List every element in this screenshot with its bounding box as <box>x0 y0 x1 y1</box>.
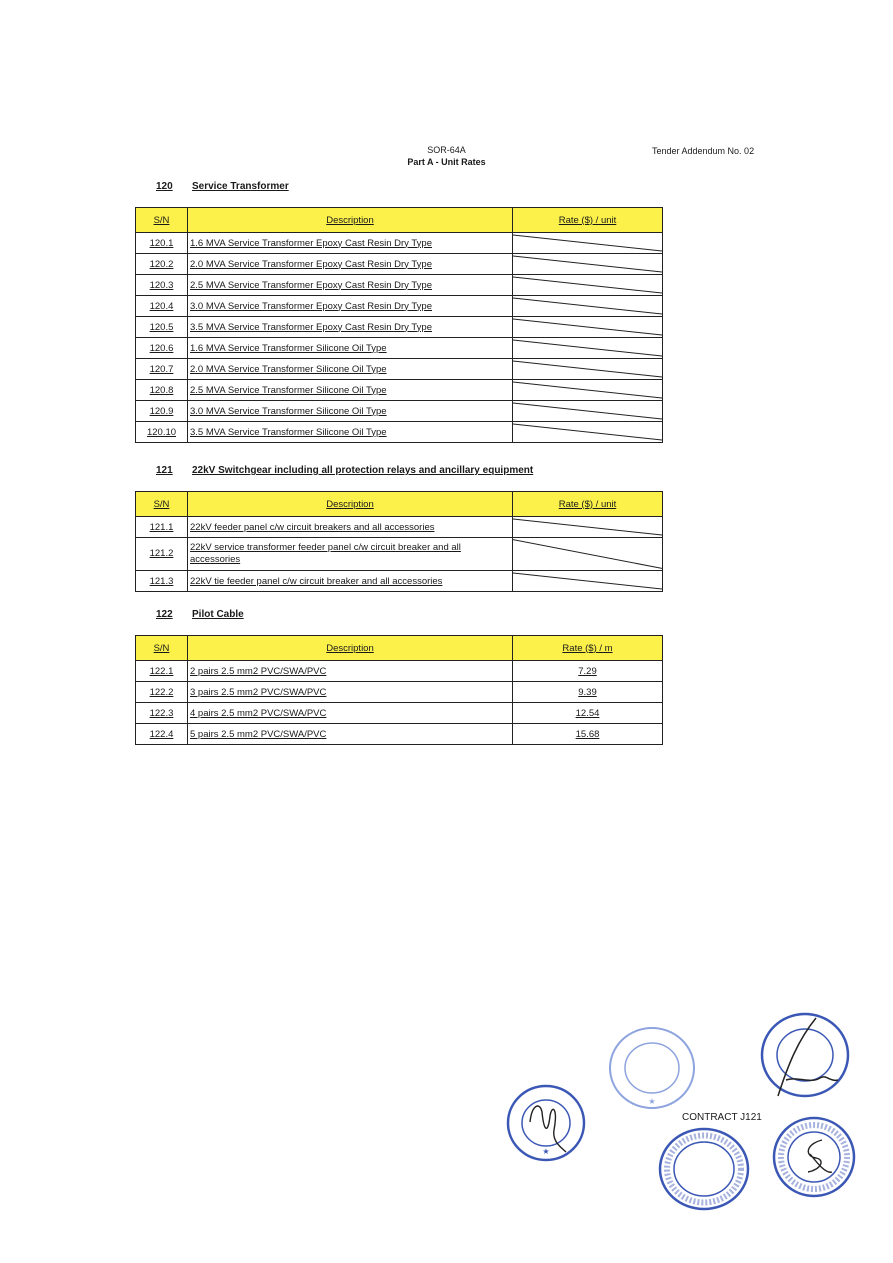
document-code: SOR-64A <box>427 145 466 155</box>
table-row <box>136 724 663 745</box>
svg-text:★: ★ <box>542 1147 550 1156</box>
row-description: 5 pairs 2.5 mm2 PVC/SWA/PVC <box>188 724 513 745</box>
row-sn: 120.5 <box>136 317 188 338</box>
row-description: 1.6 MVA Service Transformer Epoxy Cast Resin Dry Type <box>188 233 513 254</box>
bnl-stamp-signed-left <box>504 1082 588 1164</box>
row-description: 22kV service transformer feeder panel c/w circuit breaker and all accessories <box>188 538 513 571</box>
row-description: 3.0 MVA Service Transformer Epoxy Cast Resin Dry Type <box>188 296 513 317</box>
table-row <box>136 538 663 571</box>
row-sn: 120.3 <box>136 275 188 296</box>
rates-table-120 <box>135 207 663 443</box>
row-sn: 122.3 <box>136 703 188 724</box>
row-description: 2.5 MVA Service Transformer Epoxy Cast Resin Dry Type <box>188 275 513 296</box>
row-sn: 120.6 <box>136 338 188 359</box>
bnl-stamp-signed-right <box>758 1010 852 1100</box>
row-sn: 121.1 <box>136 517 188 538</box>
row-sn: 122.1 <box>136 661 188 682</box>
row-description: 22kV tie feeder panel c/w circuit breaker and all accessories <box>188 571 513 592</box>
col-header-description: Description <box>188 208 513 233</box>
rate-not-applicable <box>513 338 663 359</box>
row-description: 3 pairs 2.5 mm2 PVC/SWA/PVC <box>188 682 513 703</box>
row-description: 22kV feeder panel c/w circuit breakers and all accessories <box>188 517 513 538</box>
row-rate: 9.39 <box>513 682 663 703</box>
row-sn: 120.4 <box>136 296 188 317</box>
rate-not-applicable <box>513 233 663 254</box>
section-number: 120 <box>156 181 173 192</box>
section-number: 121 <box>156 465 173 476</box>
row-description: 3.5 MVA Service Transformer Epoxy Cast Resin Dry Type <box>188 317 513 338</box>
table-row <box>136 517 663 538</box>
row-description: 2.0 MVA Service Transformer Epoxy Cast Resin Dry Type <box>188 254 513 275</box>
table-row <box>136 661 663 682</box>
table-row <box>136 359 663 380</box>
table-row <box>136 233 663 254</box>
table-row <box>136 703 663 724</box>
rate-not-applicable <box>513 317 663 338</box>
rate-not-applicable <box>513 571 663 592</box>
section-title: Service Transformer <box>192 181 289 192</box>
col-header-description: Description <box>188 492 513 517</box>
col-header-rate: Rate ($) / m <box>513 636 663 661</box>
row-sn: 120.8 <box>136 380 188 401</box>
row-sn: 120.10 <box>136 422 188 443</box>
rate-not-applicable <box>513 296 663 317</box>
row-description: 3.5 MVA Service Transformer Silicone Oil Type <box>188 422 513 443</box>
bnl-stamp-faint <box>606 1024 698 1112</box>
rate-not-applicable <box>513 359 663 380</box>
rate-not-applicable <box>513 422 663 443</box>
rate-not-applicable <box>513 254 663 275</box>
col-header-sn: S/N <box>136 208 188 233</box>
part-title: Part A - Unit Rates <box>407 157 486 167</box>
tender-addendum: Tender Addendum No. 02 <box>652 146 755 156</box>
section-title: Pilot Cable <box>192 609 244 620</box>
section-number: 122 <box>156 609 173 620</box>
row-sn: 120.7 <box>136 359 188 380</box>
row-description: 2.5 MVA Service Transformer Silicone Oil Type <box>188 380 513 401</box>
rates-table-122 <box>135 635 663 745</box>
rate-not-applicable <box>513 538 663 571</box>
table-header-row <box>136 636 663 661</box>
rate-not-applicable <box>513 401 663 422</box>
lotte-stamp-center <box>656 1126 752 1212</box>
contract-label: CONTRACT J121 <box>682 1112 762 1123</box>
table-header-row <box>136 492 663 517</box>
col-header-rate: Rate ($) / unit <box>513 492 663 517</box>
table-row <box>136 275 663 296</box>
row-rate: 15.68 <box>513 724 663 745</box>
rate-not-applicable <box>513 275 663 296</box>
row-rate: 12.54 <box>513 703 663 724</box>
table-row <box>136 401 663 422</box>
row-description: 3.0 MVA Service Transformer Silicone Oil Type <box>188 401 513 422</box>
table-row <box>136 380 663 401</box>
table-row <box>136 338 663 359</box>
table-row <box>136 422 663 443</box>
col-header-description: Description <box>188 636 513 661</box>
lotte-stamp-signed-right <box>770 1114 858 1200</box>
col-header-sn: S/N <box>136 636 188 661</box>
table-row <box>136 317 663 338</box>
table-row <box>136 571 663 592</box>
col-header-sn: S/N <box>136 492 188 517</box>
row-description: 1.6 MVA Service Transformer Silicone Oil Type <box>188 338 513 359</box>
row-description: 4 pairs 2.5 mm2 PVC/SWA/PVC <box>188 703 513 724</box>
svg-text:★: ★ <box>648 1097 656 1106</box>
rate-not-applicable <box>513 517 663 538</box>
rates-table-121 <box>135 491 663 592</box>
col-header-rate: Rate ($) / unit <box>513 208 663 233</box>
table-header-row <box>136 208 663 233</box>
table-row <box>136 254 663 275</box>
row-sn: 121.2 <box>136 538 188 571</box>
row-description: 2.0 MVA Service Transformer Silicone Oil Type <box>188 359 513 380</box>
row-sn: 120.9 <box>136 401 188 422</box>
row-rate: 7.29 <box>513 661 663 682</box>
table-row <box>136 296 663 317</box>
row-sn: 122.4 <box>136 724 188 745</box>
row-sn: 120.2 <box>136 254 188 275</box>
row-sn: 121.3 <box>136 571 188 592</box>
row-description: 2 pairs 2.5 mm2 PVC/SWA/PVC <box>188 661 513 682</box>
rate-not-applicable <box>513 380 663 401</box>
section-title: 22kV Switchgear including all protection relays and ancillary equipment <box>192 465 534 476</box>
table-row <box>136 682 663 703</box>
row-sn: 122.2 <box>136 682 188 703</box>
row-sn: 120.1 <box>136 233 188 254</box>
